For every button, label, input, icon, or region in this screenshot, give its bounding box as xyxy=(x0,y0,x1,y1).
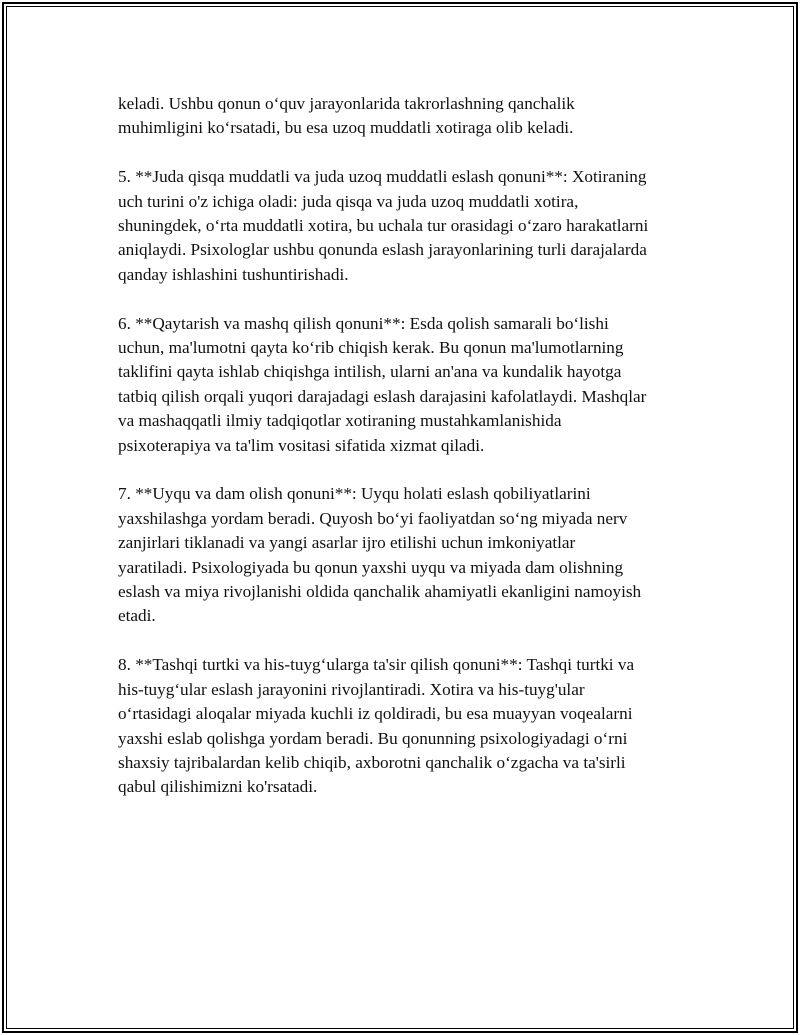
document-body xyxy=(118,92,698,824)
paragraph-law-7: 7. **Uyqu va dam olish qonuni**: Uyqu holati eslash qobiliyatlarini yaxshilashga yordam beradi. Quyosh bo‘yi faoliyatdan so‘ng miyada nerv zanjirlari tiklanadi va yangi asarlar ijro etilishi uchun imkoniyatlar yaratiladi. Psixologiyada bu qonun yaxshi uyqu va miyada dam olishning eslash va miya rivojlanishi oldida qanchalik ahamiyatli ekanligini namoyish etadi. xyxy=(118,484,642,626)
paragraph-continuation: keladi. Ushbu qonun o‘quv jarayonlarida takrorlashning qanchalik muhimligini ko‘rsatadi, bu esa uzoq muddatli xotiraga olib keladi. xyxy=(118,94,575,138)
paragraph-law-5: 5. **Juda qisqa muddatli va juda uzoq muddatli eslash qonuni**: Xotiraning uch turini o'z ichiga oladi: juda qisqa va juda uzoq muddatli xotira, shuningdek, o‘rta muddatli xotira, bu uchala tur orasidagi o‘zaro harakatlarni aniqlaydi. Psixologlar ushbu qonunda eslash jarayonlarining turli darajalarda qanday ishlashini tushuntirishadi. xyxy=(118,167,649,284)
paragraph-law-8: 8. **Tashqi turtki va his-tuyg‘ularga ta'sir qilish qonuni**: Tashqi turtki va his-tuyg‘ular eslash jarayonini rivojlantiradi. Xotira va his-tuyg'ular o‘rtasidagi aloqalar miyada kuchli iz qoldiradi, bu esa muayyan voqealarni yaxshi eslab qolishga yordam beradi. Bu qonunning psixologiyadagi o‘rni shaxsiy tajribalardan kelib chiqib, axborotni qanchalik o‘zgacha va ta'sirli qabul qilishimizni ko'rsatadi. xyxy=(118,655,635,797)
paragraph-law-6: 6. **Qaytarish va mashq qilish qonuni**: Esda qolish samarali bo‘lishi uchun, ma'lumotni qayta ko‘rib chiqish kerak. Bu qonun ma'lumotlarning taklifini qayta ishlab chiqishga intilish, ularni an'ana va kundalik hayotga tatbiq qilish orqali yuqori darajadagi eslash darajasini kafolatlaydi. Mashqlar va mashaqqatli ilmiy tadqiqotlar xotiraning mustahkamlanishida psixoterapiya va ta'lim vositasi sifatida xizmat qiladi. xyxy=(118,313,647,455)
